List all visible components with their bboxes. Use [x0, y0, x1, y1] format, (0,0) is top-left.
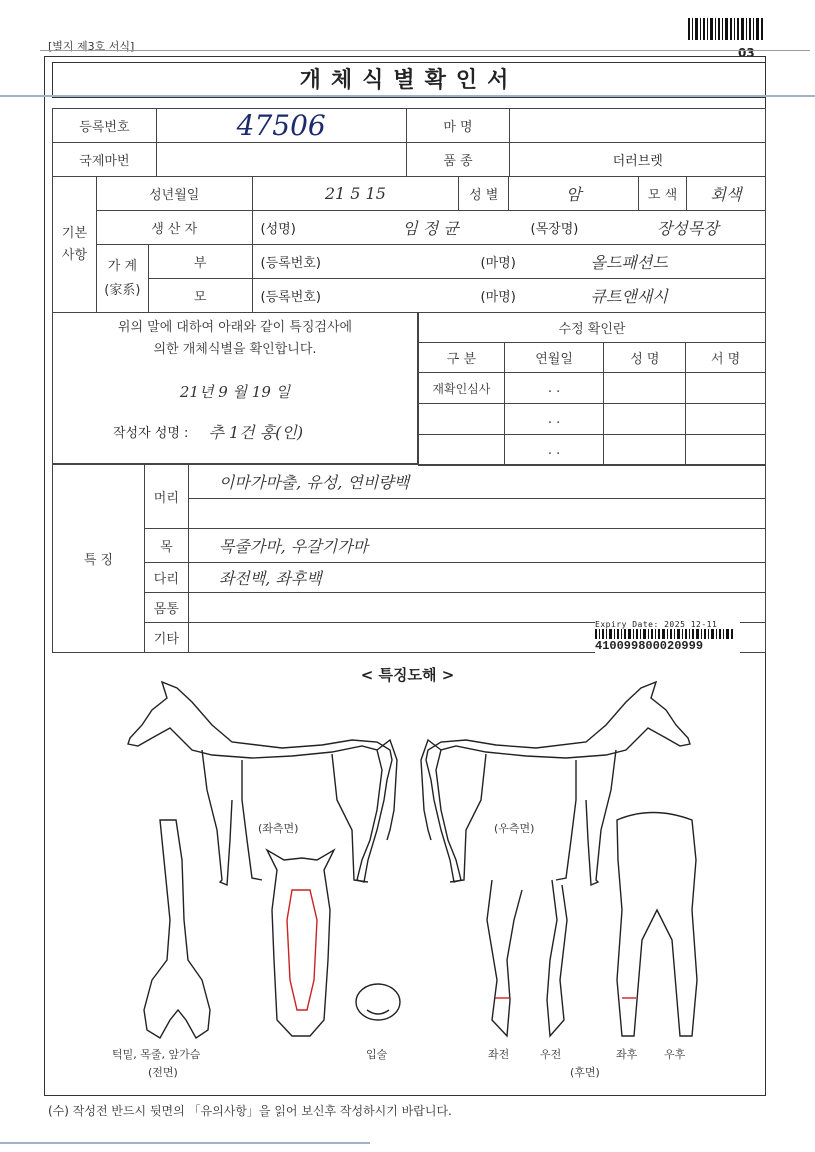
neck-value[interactable]: 목줄가마, 우갈기가마: [188, 529, 765, 563]
muzzle-view: [356, 984, 400, 1020]
right-side-horse: [421, 682, 690, 885]
body-value[interactable]: [188, 593, 765, 623]
row1-name[interactable]: [604, 373, 686, 404]
color-value[interactable]: 회색: [687, 177, 766, 211]
left-side-horse: [128, 682, 397, 885]
basic-info-table: [52, 176, 766, 313]
row2-name[interactable]: [604, 404, 686, 435]
body-label: 몸통: [144, 593, 188, 623]
horse-name-label: 마 명: [406, 109, 510, 143]
divider: [40, 50, 810, 51]
rear-view-caption: (후면): [570, 1066, 600, 1079]
row1-date[interactable]: . .: [504, 373, 604, 404]
birth-value[interactable]: 21 5 15: [252, 177, 459, 211]
head-value[interactable]: 이마가마출, 유성, 연비량백: [188, 465, 765, 499]
sire-label: 부: [148, 245, 252, 279]
basic-section-label: 기본사항: [53, 177, 97, 313]
row1-label: 재확인심사: [419, 373, 505, 404]
revision-table: [418, 312, 766, 466]
row1-sign[interactable]: [686, 373, 766, 404]
right-fore-caption: 우전: [540, 1048, 562, 1061]
farm-label: (목장명): [530, 222, 579, 237]
revision-title: 수정 확인란: [419, 313, 766, 343]
author-label: 작성자 성명 :: [113, 426, 189, 441]
sticker-number: 410099800020999: [595, 639, 704, 653]
family-label: [96, 245, 148, 313]
legs-label: 다리: [144, 563, 188, 593]
statement-line-1: 위의 말에 대하여 아래와 같이 특징검사에: [117, 320, 353, 335]
horse-name-value[interactable]: [510, 109, 766, 143]
dam-label: 모: [148, 279, 252, 313]
family-label-text: 가 계: [107, 258, 137, 274]
breed-value[interactable]: 더러브렛: [510, 143, 766, 177]
legs-value[interactable]: 좌전백, 좌후백: [188, 563, 765, 593]
row3-sign[interactable]: [686, 435, 766, 466]
registration-table: [52, 108, 766, 177]
statement-line-2: 의한 개체식별을 확인합니다.: [153, 342, 317, 357]
intl-no-label: 국제마번: [53, 143, 157, 177]
bottom-line: [0, 1142, 370, 1144]
sire-regno-label: (등록번호): [260, 256, 321, 271]
head-extra[interactable]: [188, 499, 765, 529]
confirm-date[interactable]: 21년 9 월 19 일: [179, 383, 291, 401]
family-hanja: (家系): [104, 282, 141, 298]
sire-cell: [252, 245, 765, 279]
sticker-barcode: [595, 629, 735, 639]
other-label: 기타: [144, 623, 188, 653]
col-date: 연월일: [504, 343, 604, 373]
horse-diagram: [52, 680, 766, 1090]
front-view-caption: (전면): [148, 1066, 178, 1079]
breed-label: 품 종: [406, 143, 510, 177]
birth-label: 성년월일: [96, 177, 252, 211]
barcode-top: [688, 18, 764, 40]
right-hind-caption: 우후: [664, 1048, 686, 1061]
diagram-title: < 특징도해 >: [360, 666, 455, 684]
sex-label: 성 별: [459, 177, 509, 211]
confirmation-box: [52, 312, 418, 464]
reg-no-value[interactable]: 47506: [156, 109, 406, 143]
front-caption: 턱밑, 목줄, 앞가슴: [112, 1048, 201, 1061]
left-hind-caption: 좌후: [616, 1048, 638, 1061]
rear-view: [617, 813, 697, 1037]
color-label: 모 색: [639, 177, 687, 211]
row2-sign[interactable]: [686, 404, 766, 435]
row3-label: [419, 435, 505, 466]
head-front-view: [267, 850, 334, 1036]
left-fore-caption: 좌전: [488, 1048, 510, 1061]
author-value[interactable]: 추 1건 홍(인): [208, 423, 304, 442]
left-side-caption: (좌측면): [258, 822, 299, 835]
dam-name-label: (마명): [480, 290, 516, 305]
col-type: 구 분: [419, 343, 505, 373]
col-sign: 서 명: [686, 343, 766, 373]
sire-name-value[interactable]: 올드패션드: [590, 253, 668, 272]
row2-label: [419, 404, 505, 435]
col-name: 성 명: [604, 343, 686, 373]
dam-regno-label: (등록번호): [260, 290, 321, 305]
neck-label: 목: [144, 529, 188, 563]
document-title: 개체식별확인서: [52, 62, 766, 98]
producer-label: 생 산 자: [96, 211, 252, 245]
form-label: [별지 제3호 서식]: [48, 40, 135, 53]
sire-name-label: (마명): [480, 256, 516, 271]
front-legs-view: [487, 880, 567, 1036]
row3-name[interactable]: [604, 435, 686, 466]
producer-name-value[interactable]: 임 정 균: [402, 219, 459, 238]
barcode-sticker: [595, 620, 740, 656]
footer-note: (수) 작성전 반드시 뒷면의 「유의사항」을 읽어 보신후 작성하시기 바랍니다.: [48, 1104, 452, 1118]
farm-value[interactable]: 장성목장: [656, 219, 719, 238]
right-side-caption: (우측면): [494, 822, 535, 835]
dam-name-value[interactable]: 큐트앤새시: [590, 287, 668, 306]
sex-value[interactable]: 암: [509, 177, 639, 211]
front-chest-view: [144, 820, 210, 1038]
dam-cell: [252, 279, 765, 313]
expiry-date: Expiry Date: 2025 12-11: [595, 620, 718, 629]
page-number: 03: [738, 46, 755, 60]
head-label: 머리: [144, 465, 188, 529]
row3-date[interactable]: . .: [504, 435, 604, 466]
reg-no-label: 등록번호: [53, 109, 157, 143]
features-section-label: 특 징: [53, 465, 145, 653]
scan-line: [0, 95, 815, 97]
producer-name-label: (성명): [260, 222, 296, 237]
producer-cell: [252, 211, 765, 245]
row2-date[interactable]: . .: [504, 404, 604, 435]
muzzle-caption: 입술: [366, 1048, 388, 1061]
intl-no-value[interactable]: [156, 143, 406, 177]
